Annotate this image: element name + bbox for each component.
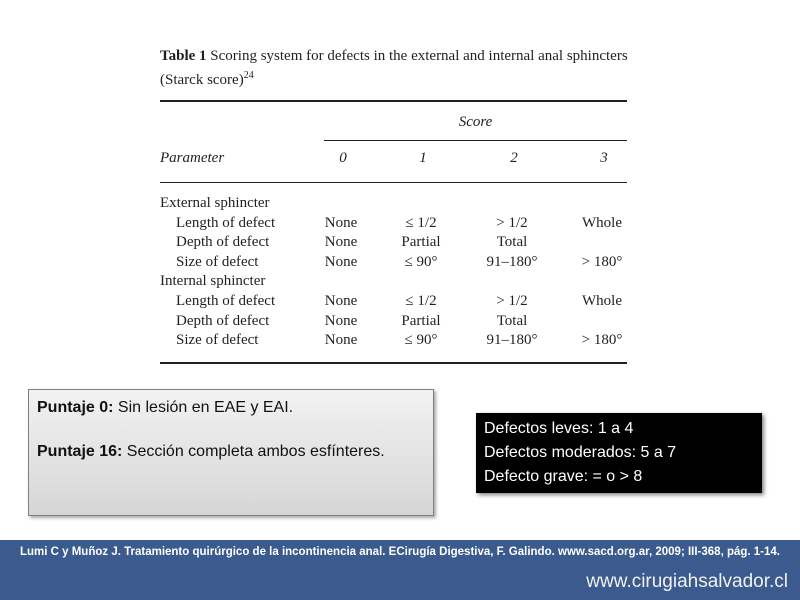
row-parameter: Internal sphincter — [160, 273, 266, 290]
score-rule — [324, 140, 627, 141]
row-value: Partial — [401, 234, 441, 251]
score-min-description: Sin lesión en EAE y EAI. — [113, 399, 294, 416]
table-caption — [160, 46, 640, 90]
website-url: www.cirugiahsalvador.cl — [586, 571, 788, 592]
row-value: 91–180° — [486, 332, 538, 349]
table-caption-text: Scoring system for defects in the external and internal anal sphincters (Starck score) — [160, 48, 628, 88]
table-row — [160, 272, 640, 292]
row-value: Total — [496, 312, 528, 329]
table-row — [160, 292, 640, 312]
row-parameter: Length of defect — [176, 292, 276, 309]
row-parameter: Length of defect — [176, 214, 276, 231]
row-value: > 180° — [581, 332, 623, 349]
table-reference: 24 — [243, 70, 254, 81]
row-value: 91–180° — [486, 253, 538, 270]
row-value: Whole — [582, 214, 622, 231]
table-row — [160, 233, 640, 253]
table-row — [160, 253, 640, 273]
citation-text: Lumi C y Muñoz J. Tratamiento quirúrgico de la incontinencia anal. ECirugía Digestiva, F. Galindo. www.sacd.org.ar, 2009; III-368, pág. 1-14. — [19, 546, 781, 558]
row-parameter: External sphincter — [160, 195, 270, 211]
row-value: ≤ 1/2 — [405, 292, 437, 309]
severity-mild: Defectos leves: 1 a 4 — [484, 420, 634, 437]
severity-moderate: Defectos moderados: 5 a 7 — [484, 444, 677, 461]
score-column-1: 1 — [419, 150, 427, 166]
row-value: Total — [496, 234, 528, 251]
defect-severity-box — [476, 413, 762, 493]
score-column-0: 0 — [339, 150, 347, 166]
table-row — [160, 331, 640, 351]
row-value: None — [324, 312, 358, 329]
row-value: Whole — [582, 292, 622, 309]
row-value: > 1/2 — [496, 214, 528, 231]
table-row — [160, 194, 640, 214]
row-value: Partial — [401, 312, 441, 329]
row-value: > 1/2 — [496, 292, 528, 309]
parameter-header: Parameter — [160, 150, 225, 166]
row-value: None — [324, 234, 358, 251]
score-header: Score — [458, 114, 493, 130]
score-max-text — [37, 440, 425, 464]
score-range-box — [28, 389, 434, 516]
score-min-text — [37, 396, 425, 420]
table-top-rule — [160, 100, 627, 102]
row-value: None — [324, 214, 358, 231]
score-min-label: Puntaje 0: — [37, 399, 114, 416]
row-value: None — [324, 332, 358, 349]
table-bottom-rule — [160, 362, 627, 364]
row-value: None — [324, 253, 358, 270]
table-row — [160, 312, 640, 332]
score-max-label: Puntaje 16: — [37, 443, 123, 460]
row-value: ≤ 90° — [404, 332, 438, 349]
row-parameter: Depth of defect — [176, 234, 270, 251]
footer-bar — [0, 540, 800, 600]
row-value: ≤ 1/2 — [405, 214, 437, 231]
severity-severe: Defecto grave: = o > 8 — [484, 468, 643, 485]
score-column-2: 2 — [510, 150, 518, 166]
table-header-rule — [160, 182, 627, 183]
row-value: ≤ 90° — [404, 253, 438, 270]
table-label: Table 1 — [160, 48, 207, 64]
row-parameter: Depth of defect — [176, 312, 270, 329]
spacer — [37, 420, 425, 440]
score-max-description: Sección completa ambos esfínteres. — [122, 443, 385, 460]
row-value: None — [324, 292, 358, 309]
row-parameter: Size of defect — [176, 332, 259, 349]
table-row — [160, 214, 640, 234]
starck-score-table — [152, 40, 648, 380]
row-parameter: Size of defect — [176, 253, 259, 270]
table-body — [160, 194, 640, 351]
row-value: > 180° — [581, 253, 623, 270]
score-column-3: 3 — [600, 150, 608, 166]
